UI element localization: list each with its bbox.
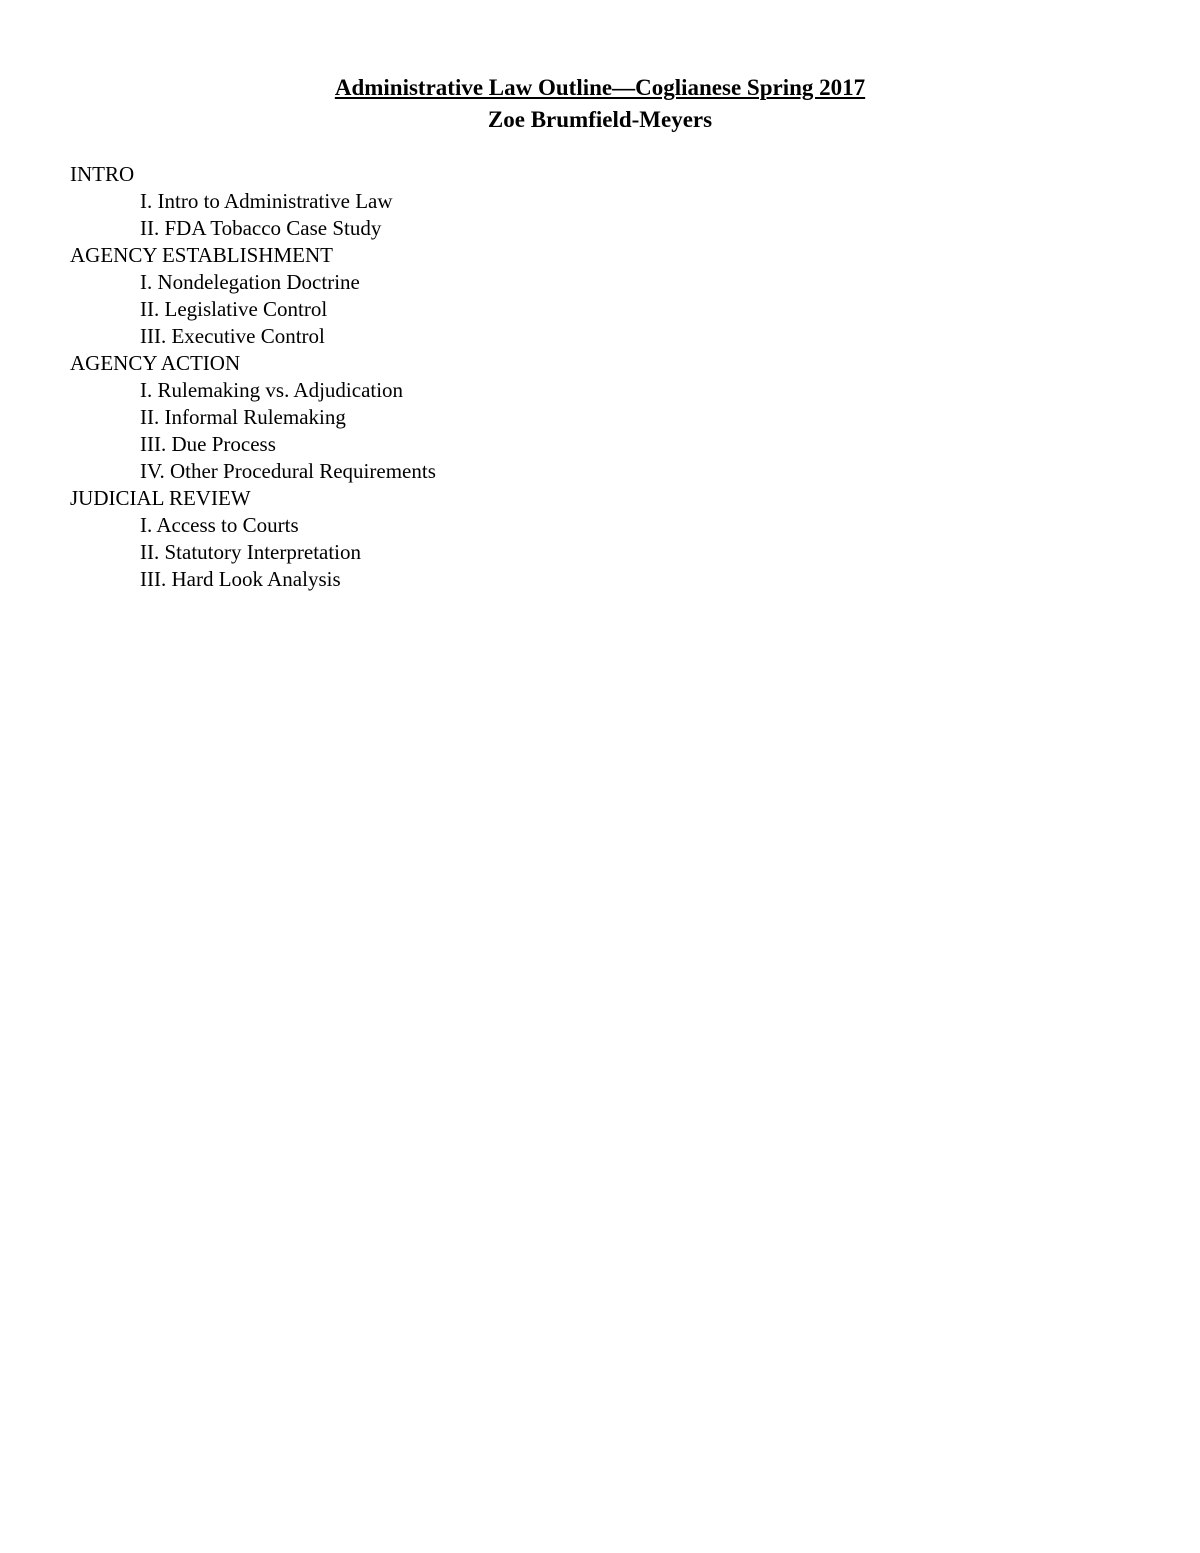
section-heading: INTRO bbox=[70, 162, 135, 186]
document-author: Zoe Brumfield-Meyers bbox=[487, 107, 713, 132]
outline-item: I. Rulemaking vs. Adjudication bbox=[140, 378, 404, 402]
section-heading: JUDICIAL REVIEW bbox=[70, 486, 251, 510]
outline-item: I. Nondelegation Doctrine bbox=[140, 270, 360, 294]
outline-item: III. Hard Look Analysis bbox=[140, 567, 341, 591]
document-title: Administrative Law Outline—Coglianese Spring 2017 bbox=[334, 75, 866, 100]
outline-item: II. Legislative Control bbox=[140, 297, 328, 321]
outline-item: I. Intro to Administrative Law bbox=[140, 189, 393, 213]
outline-item: III. Due Process bbox=[140, 432, 276, 456]
outline-item: I. Access to Courts bbox=[140, 513, 299, 537]
section-heading: AGENCY ESTABLISHMENT bbox=[70, 243, 333, 267]
outline-section-agency-action bbox=[70, 350, 436, 485]
outline bbox=[70, 161, 436, 593]
outline-item: II. Statutory Interpretation bbox=[140, 540, 362, 564]
outline-item: II. FDA Tobacco Case Study bbox=[140, 216, 382, 240]
section-heading: AGENCY ACTION bbox=[70, 351, 241, 375]
outline-item: IV. Other Procedural Requirements bbox=[140, 459, 436, 483]
outline-section-judicial-review bbox=[70, 485, 436, 593]
outline-section-agency-establishment bbox=[70, 242, 436, 350]
outline-section-intro bbox=[70, 161, 436, 242]
outline-item: III. Executive Control bbox=[140, 324, 325, 348]
outline-item: II. Informal Rulemaking bbox=[140, 405, 346, 429]
